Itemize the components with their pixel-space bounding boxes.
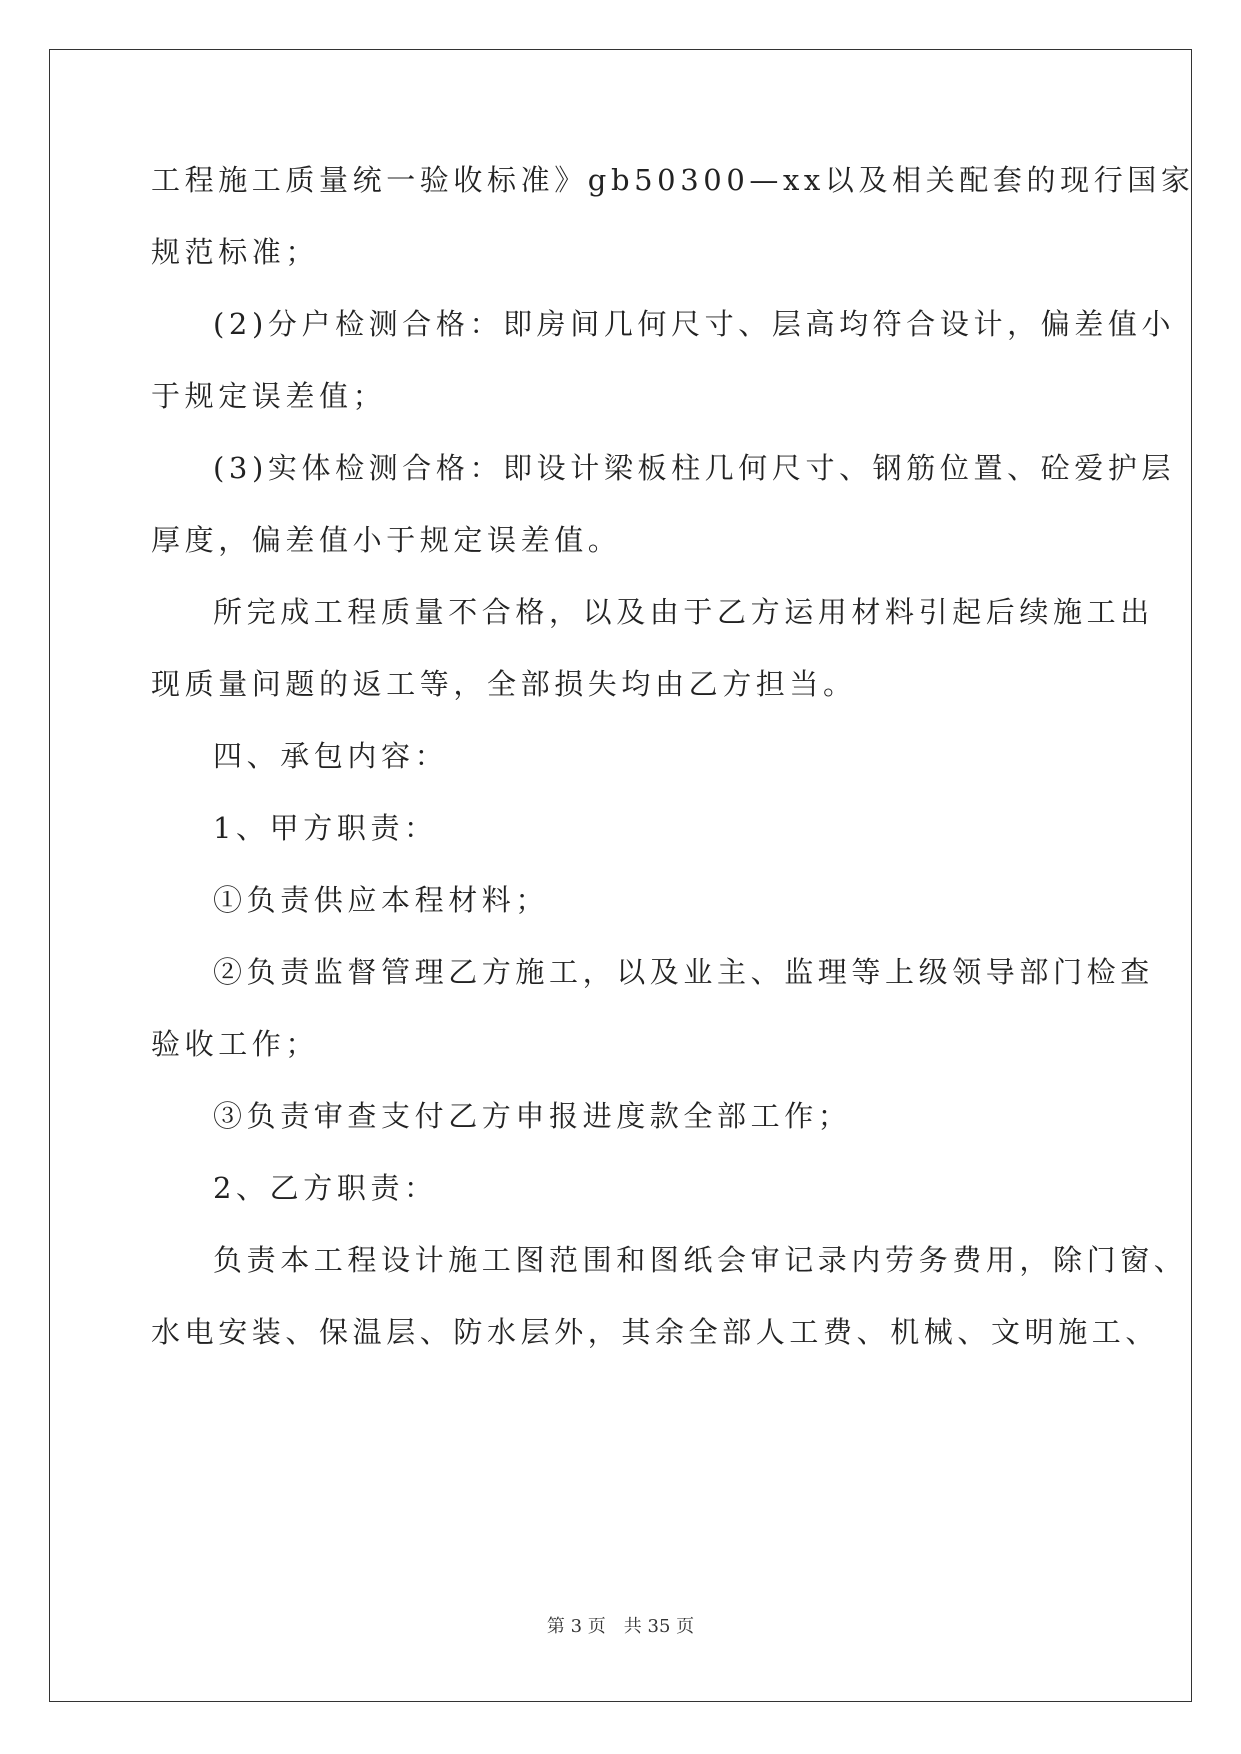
subsection-heading: 2、乙方职责： <box>213 1171 438 1205</box>
text-line: 厚度，偏差值小于规定误差值。 <box>151 523 622 557</box>
list-item: ①负责供应本程材料； <box>213 883 550 917</box>
text-line: (3)实体检测合格：即设计梁板柱几何尺寸、钢筋位置、砼爱护层 <box>213 451 1176 485</box>
list-item: ③负责审查支付乙方申报进度款全部工作； <box>213 1099 852 1133</box>
page-number-footer: 第 3 页 共 35 页 <box>546 1616 695 1637</box>
list-item: ②负责监督管理乙方施工，以及业主、监理等上级领导部门检查 <box>213 955 1154 989</box>
text-line: 所完成工程质量不合格，以及由于乙方运用材料引起后续施工出 <box>213 595 1154 629</box>
text-line: 现质量问题的返工等，全部损失均由乙方担当。 <box>151 667 857 701</box>
section-heading: 四、承包内容： <box>213 739 449 773</box>
text-line: 水电安装、保温层、防水层外，其余全部人工费、机械、文明施工、 <box>151 1315 1160 1349</box>
text-line: (2)分户检测合格：即房间几何尺寸、层高均符合设计，偏差值小 <box>213 307 1176 341</box>
text-line: 于规定误差值； <box>151 379 387 413</box>
page-border <box>49 49 1192 1702</box>
text-line: 负责本工程设计施工图范围和图纸会审记录内劳务费用，除门窗、 <box>213 1243 1188 1277</box>
subsection-heading: 1、甲方职责： <box>213 811 438 845</box>
text-line: 工程施工质量统一验收标准》gb50300—xx以及相关配套的现行国家 <box>151 163 1195 197</box>
text-line: 规范标准； <box>151 235 320 269</box>
text-line: 验收工作； <box>151 1027 320 1061</box>
